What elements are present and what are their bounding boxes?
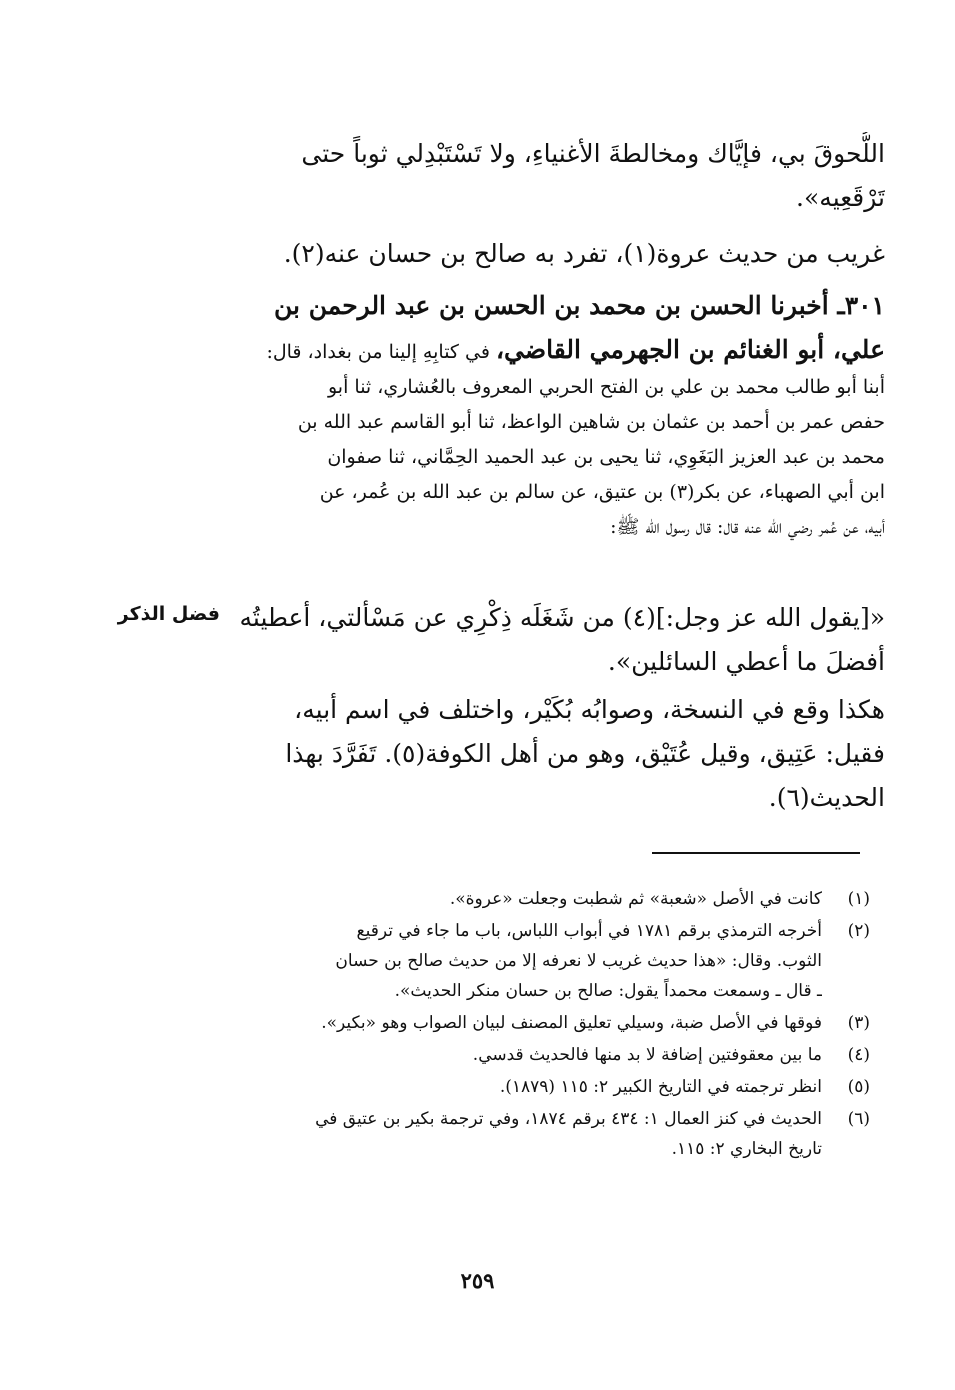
footnote <box>250 1072 870 1102</box>
narrator-name: علي، أبو الغنائم بن الجهرمي القاضي، <box>495 335 885 364</box>
text-line: انظر ترجمته في التاريخ الكبير ٢: ١١٥ (١٨٧٩). <box>499 1077 822 1097</box>
text-line: فوقها في الأصل ضبة، وسيلي تعليق المصنف لبيان الصواب وهو «بكير». <box>321 1013 822 1033</box>
commentary <box>240 688 885 820</box>
text-line: تَرْقَعِيه». <box>796 183 885 212</box>
footnote-text <box>250 916 822 1006</box>
narrator-tail: في كتابِهِ إلينا من بغداد، قال: <box>266 341 496 363</box>
footnote-separator <box>652 852 860 854</box>
text-line: غريب من حديث عروة(١)، تفرد به صالح بن حسان عنه(٢). <box>283 239 885 268</box>
text-line: ٣٠١ـ أخبرنا الحسن بن محمد بن الحسن بن عبد الرحمن بن <box>274 291 885 320</box>
footnote-text <box>250 1072 822 1102</box>
text-line: فقيل: عَتِيق، وقيل عُتَيْق، وهو من أهل الكوفة(٥). تَفَرَّدَ بهذا <box>285 739 885 768</box>
text-line: أبنا أبو طالب محمد بن علي بن الفتح الحربي المعروف بالعُشاري، ثنا أبو <box>327 376 885 398</box>
footnote-number: (١) <box>847 889 870 909</box>
text-line: ما بين معقوفتين إضافة لا بد منها فالحديث قدسي. <box>472 1045 822 1065</box>
text-line: الحديث في كنز العمال ١: ٤٣٤ برقم ١٨٧٤، وفي ترجمة بكير بن عتيق في <box>315 1109 822 1129</box>
text-line: أخرجه الترمذي برقم ١٧٨١ في أبواب اللباس، باب ما جاء في ترقيع <box>356 921 822 941</box>
text-line: حفص عمر بن أحمد بن عثمان بن شاهين الواعظ، ثنا أبو القاسم عبد الله بن <box>297 411 885 433</box>
hadith-header <box>240 284 885 374</box>
text-line: تاريخ البخاري ٢: ١١٥. <box>671 1139 822 1159</box>
text-line: «[يقول الله عز وجل:](٤) من شَغَلَه ذِكْرِي عن مَسْألتي، أعطيتُه <box>240 603 885 632</box>
footnote <box>250 1104 870 1164</box>
footnotes <box>250 884 870 1166</box>
text-line: ابن أبي الصهباء، عن بكر(٣) بن عتيق، عن سالم بن عبد الله بن عُمر، عن <box>319 481 885 503</box>
footnote-text <box>250 1104 822 1164</box>
footnote-text <box>250 1008 822 1038</box>
text-line: محمد بن عبد العزيز البَغَوِي، ثنا يحيى بن عبد الحميد الحِمَّاني، ثنا صفوان <box>327 446 885 468</box>
footnote-text <box>250 884 822 914</box>
footnote <box>250 1008 870 1038</box>
text-line: كانت في الأصل «شعبة» ثم شطبت وجعلت «عروة». <box>449 889 822 909</box>
footnote-number: (٦) <box>847 1109 870 1129</box>
footnote-text <box>250 1040 822 1070</box>
text-line: هكذا وقع في النسخة، وصوابُه بُكَيْر، واختلف في اسم أبيه، <box>294 695 885 724</box>
footnote-number: (٣) <box>847 1013 870 1033</box>
text-line: الثوب. وقال: «هذا حديث غريب لا نعرفه إلا من حديث صالح بن حسان <box>335 951 822 971</box>
text-line: الحديث(٦). <box>768 783 885 812</box>
text-line <box>240 328 885 374</box>
page-number: ٢٥٩ <box>460 1268 495 1293</box>
footnote-number: (٤) <box>847 1045 870 1065</box>
isnad-chain <box>240 370 885 545</box>
footnote-number: (٥) <box>847 1077 870 1097</box>
text-line: أبيه، عن عُمر رضي الله عنه قال: قال رسول الله ﷺ: <box>610 516 885 538</box>
paragraph-continuation <box>240 132 885 220</box>
text-line: اللُّحوقَ بي، فإيَّاك ومخالطةَ الأغنياءِ، ولا تَسْتَبْدِلي ثوباً حتى <box>301 139 885 168</box>
hadith-quote <box>240 596 885 684</box>
footnote-number: (٢) <box>847 921 870 941</box>
footnote <box>250 1040 870 1070</box>
footnote <box>250 916 870 1006</box>
text-line: أفضلَ ما أعطي السائلين». <box>607 647 885 676</box>
footnote <box>250 884 870 914</box>
margin-note: فضل الذكر <box>117 603 220 625</box>
paragraph-grading <box>240 232 885 276</box>
text-line: ـ قال ـ وسمعت محمداً يقول: صالح بن حسان منكر الحديث». <box>394 981 822 1001</box>
